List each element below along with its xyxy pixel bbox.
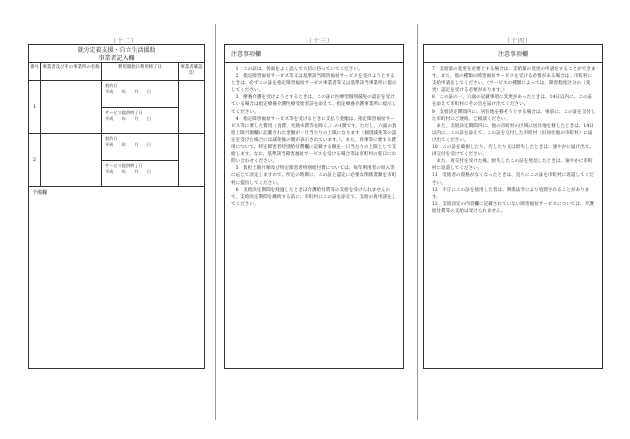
- remarks-label: 予備欄: [32, 190, 48, 196]
- notes-body: [424, 63, 602, 218]
- table-header: [29, 63, 204, 81]
- panel-title: [29, 45, 204, 63]
- row-number: 2: [29, 134, 41, 186]
- confirm-cell: [179, 134, 204, 186]
- row-number: 1: [29, 81, 41, 133]
- note-item: 5 負担上限月額及び特定障害者特別給付費については、毎年利用者の収入等に応じて決定しますので、所定の時期に、この証と認定に必要な関係書類を市町村に提出してください。: [231, 166, 397, 186]
- notes-panel-left: [224, 44, 404, 369]
- note-item: 10 この証を破損したり、汚したり又は紛失したときは、速やかに届け出て、再交付を受けてください。: [431, 145, 594, 158]
- contract-date-cell: [102, 134, 178, 160]
- note-item: 9 支給決定期間内に、居住地を移そうとする場合は、事前に、この証を交付した市町村にご連絡、ご相談ください。: [431, 109, 596, 122]
- service-end-cell: [102, 160, 178, 187]
- panel-title: 注意事項欄: [424, 45, 602, 63]
- service-end-date: 平成 年 月 日: [105, 168, 152, 174]
- dates-cell: [102, 134, 179, 186]
- service-end-date: 平成 年 月 日: [105, 115, 152, 121]
- header-dates: 利用開始日利用終了日: [102, 63, 179, 80]
- panel-title: 注意事項欄: [231, 51, 262, 58]
- fold-line: [417, 24, 418, 420]
- provider-entry-panel: [28, 44, 205, 369]
- service-end-cell: [102, 107, 178, 134]
- notes-panel-right: [423, 44, 603, 369]
- note-item: 7 支給量の変更を必要とする場合は、支給量の変更の申請をすることができます。また、他の種類の障害福祉サービスを受ける必要がある場合は、市町村に支給申請をしてください。（サービスの種類によっては、障害程度区分の（変更）認定を受ける必要があります。）: [431, 67, 596, 94]
- notes-body: [225, 62, 403, 211]
- note-item: 1 この証は、各面をよく読んで大切に持っていてください。: [235, 67, 363, 72]
- note-item: 13 支給決定の内容欄に記載されていない障害福祉サービスについては、介護給付費等の支給は受けられません。: [431, 201, 594, 214]
- table-row: [29, 81, 204, 134]
- fold-line: [215, 24, 216, 420]
- service-end-label: サービス提供終了日: [105, 162, 143, 168]
- note-item: また、支給決定期間内に、他の市町村の区域に居住地を移したときは、14日以内に、この証を添えて、この証を交付した市町村（旧居住地の市町村）に届け出てください。: [431, 123, 594, 143]
- table-row: [29, 134, 204, 187]
- note-item: 6 支給決定期間を経過したときは介護給付費等の支給を受けられませんので、支給決定期間を継続する前に、市町村にこの証を添えて、支給の再申請をしてください。: [231, 187, 397, 207]
- note-item: 8 この証の一、六面の記載事項に変更があったときは、14日以内に、この証を添えて市町村にその旨を届け出てください。: [431, 95, 593, 108]
- header-provider: 事業者及びその事業所の名称: [41, 63, 102, 80]
- note-item: 2 指定障害福祉サービス等又は基準該当障害福祉サービスを受けようとするときは、必ずこの証を指定障害福祉サービス事業者等又は基準該当事業所に提示してください。: [231, 74, 397, 94]
- dates-cell: [102, 81, 179, 133]
- note-item: 3 療養介護を受けようとするときは、この証に医療型個別減免の認定を受けている場合は指定療養介護医療受給者証を添えて、指定療養介護事業所に提示してください。: [231, 95, 397, 115]
- page-number-14: （十四）: [504, 38, 533, 45]
- page-number-12: （十二）: [110, 38, 139, 45]
- header-confirm: 事業者確認印: [180, 65, 203, 76]
- provider-cell: [41, 134, 102, 186]
- note-item: 11 受給者の資格がなくなったときは、直ちにこの証を市町村に返還してください。: [431, 173, 594, 186]
- note-item: 12 不正にこの証を使用した者は、関係法令により処罰されることがあります。: [431, 187, 590, 200]
- service-end-label: サービス提供終了日: [105, 109, 143, 115]
- page-number-13: （十三）: [306, 38, 335, 45]
- contract-label: 契約日: [105, 136, 118, 141]
- contract-date: 平成 年 月 日: [105, 142, 152, 147]
- contract-date-cell: [102, 81, 178, 107]
- contract-label: 契約日: [105, 83, 118, 88]
- panel-title-line: 就労定着支援・自立生活援助: [77, 47, 156, 54]
- header-number: 番号: [29, 63, 41, 80]
- note-item: また、再交付を受けた後、紛失したこの証を発見したときは、速やかに市町村に返還してください。: [431, 159, 593, 172]
- note-item: 4 指定障害福祉サービス等を受けるときに支払う金額は、指定障害福祉サービス等に要した費用（食費、光熱水費等を除く。）の1割です。ただし、六面の負担上限月額欄に記載された金額が一月当たりの上限になります（個別減免等の認定を受けた場合には減免後の額が表示されています。）。また、食事等に要する費用について、特定障害者特別給付費欄に記載する額を一日当たりの上限として支給します。なお、基準該当障害福祉サービスを受ける場合等は市町村の窓口にお問い合わせください。: [231, 116, 397, 165]
- panel-title-line: 事業者記入欄: [98, 55, 135, 62]
- provider-cell: [41, 81, 102, 133]
- confirm-cell: [179, 81, 204, 133]
- contract-date: 平成 年 月 日: [105, 89, 152, 94]
